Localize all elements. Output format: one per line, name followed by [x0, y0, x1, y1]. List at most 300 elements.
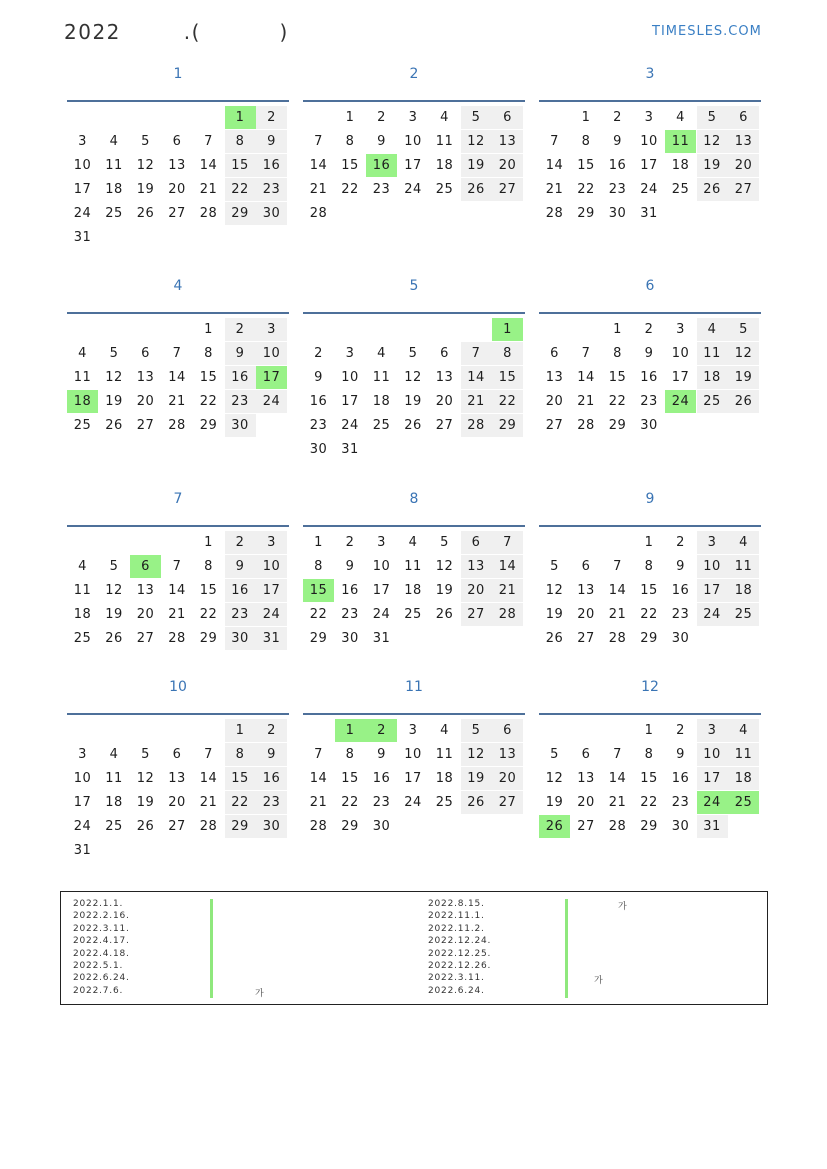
day-cell: 3 [408, 110, 418, 125]
day-cell: 25 [671, 182, 690, 197]
day-cell: 2 [676, 535, 685, 550]
day-cell: 13 [545, 370, 564, 385]
day-cell: 8 [225, 130, 256, 153]
day-cell: 21 [577, 394, 595, 409]
month-divider [539, 713, 761, 715]
day-cell: 7 [204, 747, 213, 762]
day-cell: 6 [581, 559, 591, 574]
day-cell: 3 [697, 531, 728, 554]
day-cell: 26 [136, 819, 155, 834]
day-cell: 19 [435, 583, 454, 598]
day-cell: 26 [105, 631, 123, 646]
day-cell: 30 [608, 206, 627, 221]
day-cell: 30 [225, 414, 256, 437]
holiday-row [428, 986, 768, 998]
day-cell: 23 [256, 791, 287, 814]
day-cell: 31 [372, 631, 391, 646]
day-cell: 30 [341, 631, 359, 646]
day-cell: 13 [168, 771, 186, 786]
day-cell: 26 [404, 418, 422, 433]
day-cell: 8 [345, 747, 355, 762]
day-cell: 4 [440, 723, 449, 738]
day-cell: 11 [105, 771, 123, 786]
holiday-name: 가 [594, 976, 604, 987]
day-cell: 9 [676, 559, 685, 574]
day-cell: 23 [256, 178, 287, 201]
day-cell: 2 [613, 110, 622, 125]
day-cell: 22 [577, 182, 595, 197]
holiday-date: 2022.12.26. [428, 960, 492, 971]
day-cell: 27 [577, 819, 595, 834]
day-cell: 4 [78, 559, 87, 574]
holiday-row [73, 986, 413, 998]
day-cell: 9 [256, 743, 287, 766]
holiday-marker [210, 986, 213, 998]
day-cell: 11 [435, 747, 454, 762]
holiday-marker [565, 949, 568, 961]
day-cell: 19 [105, 394, 123, 409]
day-cell: 26 [539, 815, 570, 838]
month-label: 8 [409, 491, 419, 507]
day-cell: 10 [697, 743, 728, 766]
month-divider [539, 312, 761, 314]
month-divider [303, 525, 525, 527]
month-label: 4 [173, 278, 183, 294]
day-cell: 12 [136, 158, 155, 173]
holiday-marker [565, 986, 568, 998]
day-cell: 13 [168, 158, 186, 173]
day-cell: 10 [404, 747, 422, 762]
day-cell: 26 [545, 631, 564, 646]
holiday-date: 2022.12.25. [428, 948, 492, 959]
day-cell: 5 [697, 106, 728, 129]
day-cell: 10 [73, 771, 92, 786]
day-cell: 1 [335, 719, 366, 742]
day-cell: 1 [644, 535, 654, 550]
day-cell: 5 [141, 747, 150, 762]
holiday-marker [565, 911, 568, 923]
month-divider [539, 100, 761, 102]
day-cell: 1 [225, 106, 256, 129]
holiday-date: 2022.11.1. [428, 911, 485, 922]
day-cell: 14 [309, 158, 328, 173]
day-cell: 25 [404, 607, 422, 622]
day-cell: 30 [640, 418, 658, 433]
day-cell: 12 [545, 771, 564, 786]
day-cell: 28 [545, 206, 564, 221]
day-cell: 2 [256, 719, 287, 742]
day-cell: 22 [492, 390, 523, 413]
day-cell: 4 [109, 747, 119, 762]
day-cell: 21 [168, 607, 186, 622]
day-cell: 2 [345, 535, 355, 550]
day-cell: 16 [671, 771, 690, 786]
day-cell: 2 [377, 110, 386, 125]
day-cell: 2 [256, 106, 287, 129]
day-cell: 31 [341, 442, 359, 457]
day-cell: 29 [309, 631, 328, 646]
day-cell: 10 [73, 158, 92, 173]
day-cell: 27 [492, 178, 523, 201]
day-cell: 25 [372, 418, 391, 433]
day-cell: 15 [199, 583, 218, 598]
day-cell: 30 [225, 627, 256, 650]
day-cell: 5 [141, 134, 150, 149]
holiday-date: 2022.6.24. [428, 985, 485, 996]
holiday-date: 2022.4.18. [73, 948, 130, 959]
day-cell: 9 [377, 134, 386, 149]
day-cell: 30 [309, 442, 328, 457]
day-cell: 14 [168, 583, 186, 598]
day-cell: 19 [105, 607, 123, 622]
holiday-row [73, 949, 413, 961]
day-cell: 19 [404, 394, 422, 409]
day-cell: 28 [199, 206, 218, 221]
day-cell: 7 [314, 747, 323, 762]
holiday-marker [565, 924, 568, 936]
day-cell: 27 [168, 819, 186, 834]
day-cell: 8 [581, 134, 591, 149]
day-cell: 26 [136, 206, 155, 221]
day-cell: 23 [640, 394, 658, 409]
day-cell: 16 [372, 771, 391, 786]
holiday-marker [210, 899, 213, 911]
day-cell: 3 [377, 535, 386, 550]
day-cell: 7 [613, 747, 622, 762]
brand-link[interactable]: TIMESLES.COM [652, 24, 762, 39]
day-cell: 6 [141, 346, 150, 361]
day-cell: 14 [492, 555, 523, 578]
day-cell: 29 [225, 815, 256, 838]
day-cell: 21 [309, 795, 328, 810]
day-cell: 2 [644, 322, 654, 337]
holiday-row [428, 911, 768, 923]
day-cell: 22 [199, 394, 218, 409]
holiday-marker [565, 961, 568, 973]
day-cell: 27 [435, 418, 454, 433]
holiday-column-left [73, 899, 413, 998]
day-cell: 9 [377, 747, 386, 762]
day-cell: 30 [256, 202, 287, 225]
day-cell: 17 [640, 158, 658, 173]
holiday-date: 2022.2.16. [73, 911, 130, 922]
day-cell: 11 [665, 130, 696, 153]
holiday-row [73, 924, 413, 936]
day-cell: 11 [73, 583, 92, 598]
day-cell: 31 [640, 206, 658, 221]
day-cell: 21 [309, 182, 328, 197]
day-cell: 13 [435, 370, 454, 385]
day-cell: 20 [577, 607, 595, 622]
day-cell: 12 [404, 370, 422, 385]
day-cell: 5 [461, 719, 492, 742]
day-cell: 28 [608, 819, 627, 834]
day-cell: 28 [461, 414, 492, 437]
holiday-date: 2022.11.2. [428, 923, 485, 934]
day-cell: 17 [404, 158, 422, 173]
day-cell: 12 [545, 583, 564, 598]
day-cell: 18 [728, 579, 759, 602]
day-cell: 6 [461, 531, 492, 554]
day-cell: 20 [492, 767, 523, 790]
day-cell: 1 [644, 723, 654, 738]
day-cell: 15 [492, 366, 523, 389]
day-cell: 12 [728, 342, 759, 365]
day-cell: 28 [309, 206, 328, 221]
day-cell: 16 [341, 583, 359, 598]
day-cell: 14 [461, 366, 492, 389]
day-cell: 21 [461, 390, 492, 413]
day-cell: 31 [73, 843, 92, 858]
day-cell: 7 [550, 134, 559, 149]
day-cell: 13 [136, 370, 155, 385]
day-cell: 14 [199, 158, 218, 173]
day-cell: 23 [341, 607, 359, 622]
holiday-date: 2022.3.11. [73, 923, 130, 934]
day-cell: 17 [73, 182, 92, 197]
day-cell: 15 [640, 771, 658, 786]
day-cell: 10 [404, 134, 422, 149]
month-label: 9 [645, 491, 655, 507]
holiday-marker [210, 961, 213, 973]
day-cell: 18 [73, 607, 92, 622]
day-cell: 5 [550, 747, 559, 762]
day-cell: 26 [461, 791, 492, 814]
holiday-row [428, 973, 768, 985]
day-cell: 20 [168, 795, 186, 810]
day-cell: 25 [728, 603, 759, 626]
holiday-row [73, 911, 413, 923]
day-cell: 26 [105, 418, 123, 433]
day-cell: 4 [728, 531, 759, 554]
day-cell: 9 [644, 346, 654, 361]
day-cell: 15 [341, 771, 359, 786]
day-cell: 6 [492, 719, 523, 742]
day-cell: 15 [303, 579, 334, 602]
day-cell: 17 [697, 579, 728, 602]
day-cell: 3 [78, 134, 87, 149]
day-cell: 8 [644, 747, 654, 762]
day-cell: 14 [577, 370, 595, 385]
day-cell: 24 [697, 791, 728, 814]
day-cell: 17 [372, 583, 391, 598]
day-cell: 7 [492, 531, 523, 554]
day-cell: 24 [73, 819, 92, 834]
page-title: 2022 .( ) [64, 20, 289, 44]
day-cell: 19 [697, 154, 728, 177]
day-cell: 18 [372, 394, 391, 409]
day-cell: 18 [105, 795, 123, 810]
holiday-marker [210, 949, 213, 961]
day-cell: 3 [676, 322, 685, 337]
day-cell: 25 [73, 418, 92, 433]
day-cell: 23 [225, 390, 256, 413]
holiday-name: 가 [255, 988, 265, 999]
day-cell: 9 [314, 370, 323, 385]
holiday-date: 2022.4.17. [73, 936, 130, 947]
day-cell: 20 [461, 579, 492, 602]
day-cell: 4 [377, 346, 386, 361]
day-cell: 9 [676, 747, 685, 762]
day-cell: 25 [435, 182, 454, 197]
day-cell: 17 [341, 394, 359, 409]
day-cell: 26 [461, 178, 492, 201]
day-cell: 19 [136, 795, 155, 810]
day-cell: 16 [225, 366, 256, 389]
day-cell: 22 [341, 795, 359, 810]
day-cell: 20 [435, 394, 454, 409]
day-cell: 6 [172, 747, 182, 762]
day-cell: 25 [105, 206, 123, 221]
day-cell: 21 [492, 579, 523, 602]
day-cell: 20 [492, 154, 523, 177]
day-cell: 17 [73, 795, 92, 810]
day-cell: 22 [225, 791, 256, 814]
day-cell: 7 [172, 559, 182, 574]
day-cell: 30 [372, 819, 391, 834]
day-cell: 9 [345, 559, 355, 574]
day-cell: 22 [341, 182, 359, 197]
day-cell: 31 [73, 230, 92, 245]
day-cell: 8 [204, 559, 213, 574]
month-label: 1 [173, 66, 183, 82]
day-cell: 9 [225, 555, 256, 578]
day-cell: 13 [577, 771, 595, 786]
day-cell: 30 [671, 631, 690, 646]
month-divider [67, 713, 289, 715]
holiday-marker [565, 899, 568, 911]
day-cell: 10 [372, 559, 391, 574]
month-divider [303, 100, 525, 102]
day-cell: 3 [345, 346, 355, 361]
day-cell: 11 [728, 555, 759, 578]
day-cell: 20 [577, 795, 595, 810]
day-cell: 4 [440, 110, 449, 125]
day-cell: 24 [256, 603, 287, 626]
day-cell: 14 [168, 370, 186, 385]
day-cell: 3 [697, 719, 728, 742]
day-cell: 22 [608, 394, 627, 409]
day-cell: 20 [545, 394, 564, 409]
month-divider [67, 100, 289, 102]
day-cell: 18 [404, 583, 422, 598]
day-cell: 24 [256, 390, 287, 413]
day-cell: 11 [435, 134, 454, 149]
day-cell: 2 [225, 531, 256, 554]
holiday-marker [565, 936, 568, 948]
day-cell: 23 [671, 607, 690, 622]
day-cell: 7 [314, 134, 323, 149]
day-cell: 9 [613, 134, 622, 149]
day-cell: 29 [608, 418, 627, 433]
day-cell: 8 [345, 134, 355, 149]
day-cell: 11 [73, 370, 92, 385]
holiday-date: 2022.12.24. [428, 936, 492, 947]
day-cell: 11 [728, 743, 759, 766]
holiday-row [428, 949, 768, 961]
holiday-row [73, 961, 413, 973]
day-cell: 5 [408, 346, 418, 361]
day-cell: 9 [256, 130, 287, 153]
day-cell: 4 [408, 535, 418, 550]
day-cell: 13 [728, 130, 759, 153]
day-cell: 5 [461, 106, 492, 129]
day-cell: 8 [204, 346, 213, 361]
day-cell: 8 [613, 346, 622, 361]
day-cell: 24 [640, 182, 658, 197]
day-cell: 29 [640, 631, 658, 646]
day-cell: 19 [728, 366, 759, 389]
day-cell: 3 [256, 531, 287, 554]
day-cell: 19 [545, 795, 564, 810]
day-cell: 10 [341, 370, 359, 385]
day-cell: 28 [608, 631, 627, 646]
day-cell: 8 [492, 342, 523, 365]
day-cell: 27 [136, 418, 155, 433]
day-cell: 23 [671, 795, 690, 810]
day-cell: 9 [225, 342, 256, 365]
day-cell: 24 [665, 390, 696, 413]
day-cell: 14 [309, 771, 328, 786]
day-cell: 19 [461, 767, 492, 790]
day-cell: 27 [577, 631, 595, 646]
holiday-row [428, 936, 768, 948]
day-cell: 6 [728, 106, 759, 129]
day-cell: 3 [78, 747, 87, 762]
day-cell: 2 [225, 318, 256, 341]
day-cell: 12 [136, 771, 155, 786]
day-cell: 13 [492, 743, 523, 766]
holiday-row [428, 899, 768, 911]
day-cell: 16 [256, 767, 287, 790]
day-cell: 18 [671, 158, 690, 173]
day-cell: 17 [256, 579, 287, 602]
day-cell: 20 [168, 182, 186, 197]
month-divider [303, 713, 525, 715]
day-cell: 4 [676, 110, 685, 125]
day-cell: 15 [608, 370, 627, 385]
holiday-marker [210, 973, 213, 985]
day-cell: 5 [109, 346, 119, 361]
day-cell: 27 [461, 603, 492, 626]
day-cell: 24 [341, 418, 359, 433]
day-cell: 12 [105, 583, 123, 598]
day-cell: 6 [581, 747, 591, 762]
day-cell: 21 [199, 795, 218, 810]
day-cell: 25 [435, 795, 454, 810]
day-cell: 21 [608, 795, 627, 810]
day-cell: 17 [256, 366, 287, 389]
day-cell: 19 [136, 182, 155, 197]
day-cell: 2 [314, 346, 323, 361]
holiday-row [73, 936, 413, 948]
day-cell: 28 [168, 631, 186, 646]
day-cell: 18 [728, 767, 759, 790]
day-cell: 12 [435, 559, 454, 574]
day-cell: 1 [204, 322, 213, 337]
day-cell: 3 [644, 110, 654, 125]
day-cell: 8 [225, 743, 256, 766]
month-divider [303, 312, 525, 314]
day-cell: 28 [168, 418, 186, 433]
day-cell: 16 [640, 370, 658, 385]
day-cell: 23 [225, 603, 256, 626]
month-label: 3 [645, 66, 655, 82]
day-cell: 16 [671, 583, 690, 598]
day-cell: 6 [172, 134, 182, 149]
month-label: 10 [169, 679, 187, 695]
day-cell: 29 [225, 202, 256, 225]
